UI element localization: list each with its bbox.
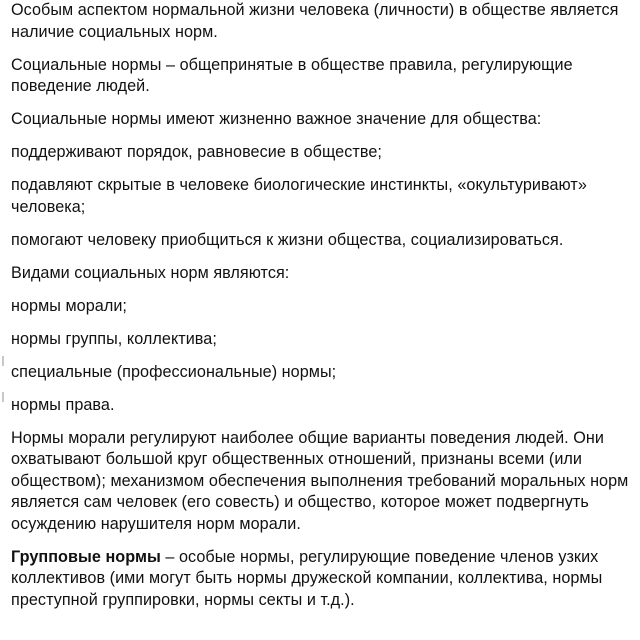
list-item-instincts: подавляют скрытые в человеке биологические инстинкты, «окультуривают» человека; [11,176,587,216]
paragraph-intro: Особым аспектом нормальной жизни человека (личности) в обществе является наличие социальных норм. [11,1,619,41]
list-item-group: нормы группы, коллектива; [11,329,217,348]
left-edge-marker [2,392,4,402]
paragraph-types-heading: Видами социальных норм являются: [11,263,290,282]
left-edge-marker [2,356,4,366]
paragraph-moral-norms: Нормы морали регулируют наиболее общие варианты поведения людей. Они охватывают большой круг общественных отношений, признаны всеми (или обществом); механизмом обеспечения выполнения требований моральных норм является сам человек (его совесть) и общество, которое может подвергнуть осуждению нарушителя норм морали. [11,428,629,533]
list-item-socialization: помогают человеку приобщиться к жизни общества, социализироваться. [11,230,564,249]
list-item-order: поддерживают порядок, равновесие в обществе; [11,143,382,161]
group-norms-term: Групповые нормы [11,547,161,566]
list-item-law: нормы права. [11,395,115,414]
paragraph-definition: Социальные нормы – общепринятые в обществе правила, регулирующие поведение людей. [11,55,573,95]
paragraph-importance: Социальные нормы имеют жизненно важное значение для общества: [11,110,542,128]
list-item-morals: нормы морали; [11,296,127,315]
group-norms-definition: – особые нормы, регулирующие поведение членов узких коллективов (ими могут быть нормы дружеской компании, коллектива, нормы преступной группировки, нормы секты и т.д.). [11,547,603,609]
list-item-professional: специальные (профессиональные) нормы; [11,362,337,381]
paragraph-group-norms [11,547,634,612]
